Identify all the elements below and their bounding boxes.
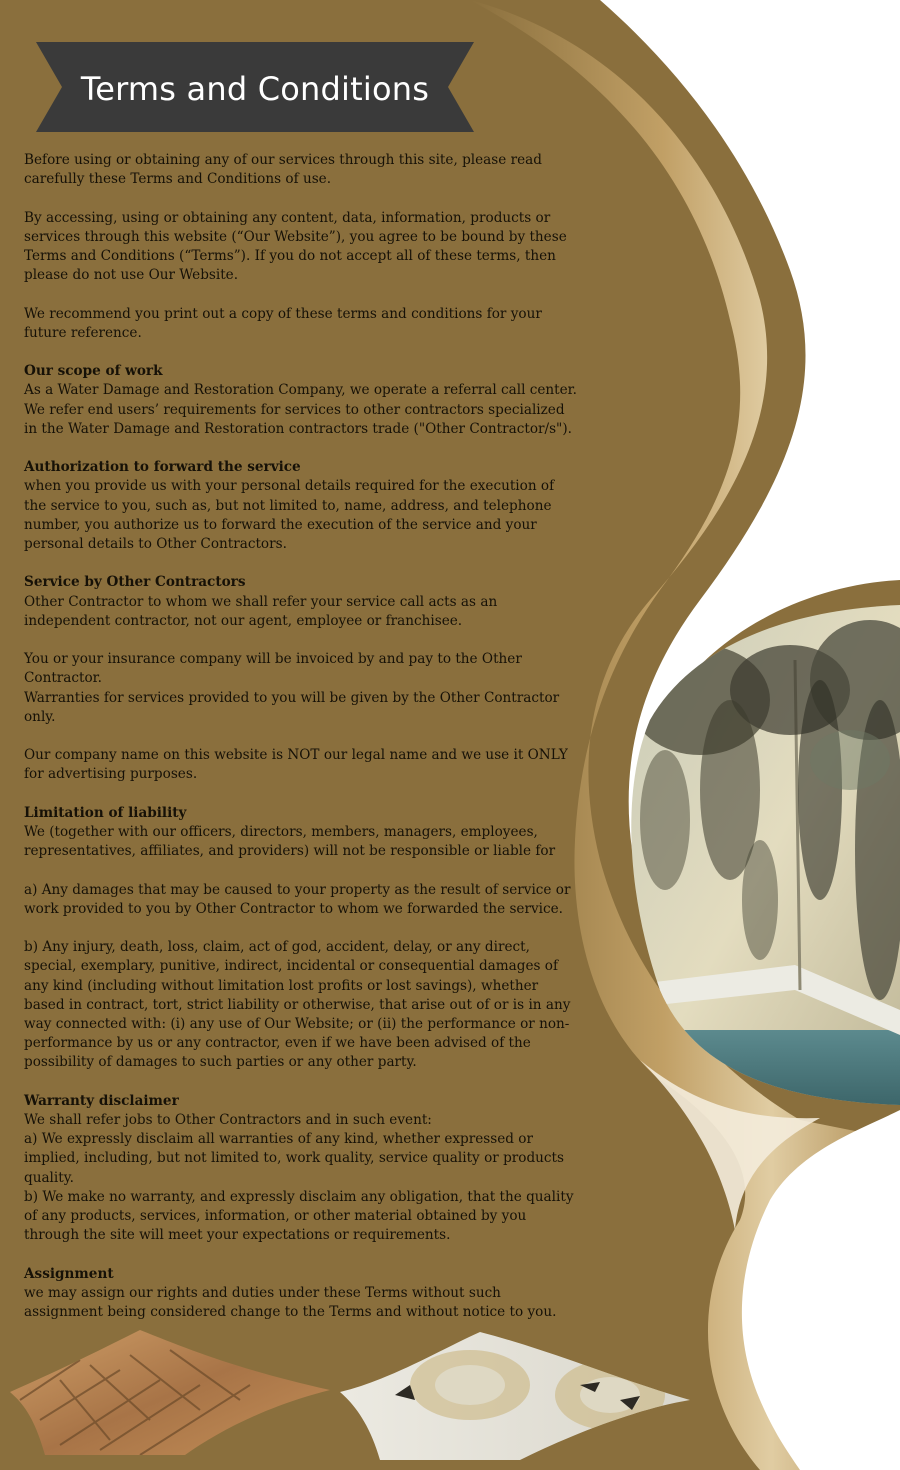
section-heading: Service by Other Contractors [24, 574, 246, 591]
section-heading: Our scope of work [24, 363, 163, 380]
section-service [24, 573, 580, 784]
terms-content [24, 151, 580, 1341]
section-text: when you provide us with your personal details required for the execution of the service to you, such as, but not limited to, name, address, and telephone number, you authorize us to forward the execution of the service and your personal details to Other Contractors. [24, 478, 555, 552]
section-text: We shall refer jobs to Other Contractors and in such event: [24, 1111, 432, 1128]
section-heading: Assignment [24, 1265, 114, 1282]
section-text: we may assign our rights and duties under these Terms without such assignment being considered change to the Terms and without notice to you. [24, 1284, 557, 1320]
section-warranty [24, 1092, 580, 1246]
liability-item-b: b) Any injury, death, loss, claim, act of god, accident, delay, or any direct, special, exemplary, punitive, indirect, incidental or consequential damages of any kind (including without limitation lost profits or lost savings), whether based in contract, tort, strict liability or otherwise, that arise out of or is in any way connected with: (i) any use of Our Website; or (ii) the performance or non-performance by us or any contractor, even if we have been advised of the possibility of damages to such parties or any other party. [24, 939, 571, 1071]
intro-paragraph-3: We recommend you print out a copy of these terms and conditions for your future reference. [24, 305, 542, 341]
warranty-item-a: a) We expressly disclaim all warranties of any kind, whether expressed or implied, including, but not limited to, work quality, service quality or products quality. [24, 1131, 564, 1186]
section-text: We (together with our officers, directors, members, managers, employees, representatives, affiliates, and providers) will not be responsible or liable for [24, 823, 556, 860]
section-authorization [24, 458, 580, 554]
section-text: As a Water Damage and Restoration Company, we operate a referral call center. We refer end users’ requirements for services to other contractors specialized in the Water Damage and Restoration contractors trade ("Other Contractor/s"). [24, 382, 577, 437]
section-text: Other Contractor to whom we shall refer your service call acts as an independent contractor, not our agent, employee or franchisee. [24, 593, 498, 629]
section-scope [24, 362, 580, 439]
invoice-text: You or your insurance company will be invoiced by and pay to the Other Contractor. [24, 651, 522, 687]
warranty-item-b: b) We make no warranty, and expressly disclaim any obligation, that the quality of any products, services, information, or other material obtained by you through the site will meet your expectations or requirements. [24, 1188, 574, 1244]
warranties-text: Warranties for services provided to you will be given by the Other Contractor only. [24, 689, 560, 725]
section-assignment [24, 1265, 580, 1323]
intro-paragraph-2: By accessing, using or obtaining any content, data, information, products or services through this website (“Our Website”), you agree to be bound by these Terms and Conditions (“Terms”). If you do not accept all of these terms, then please do not use Our Website. [24, 209, 567, 284]
section-liability [24, 804, 580, 1073]
section-heading: Limitation of liability [24, 804, 187, 821]
section-heading: Warranty disclaimer [24, 1092, 179, 1109]
section-heading: Authorization to forward the service [24, 459, 301, 476]
company-name-text: Our company name on this website is NOT our legal name and we use it ONLY for advertising purposes. [24, 747, 568, 783]
page-title: Terms and Conditions [80, 70, 430, 108]
liability-item-a: a) Any damages that may be caused to your property as the result of service or work provided to you by Other Contractor to whom we forwarded the service. [24, 881, 571, 917]
intro-paragraph-1: Before using or obtaining any of our services through this site, please read carefully these Terms and Conditions of use. [24, 152, 542, 188]
